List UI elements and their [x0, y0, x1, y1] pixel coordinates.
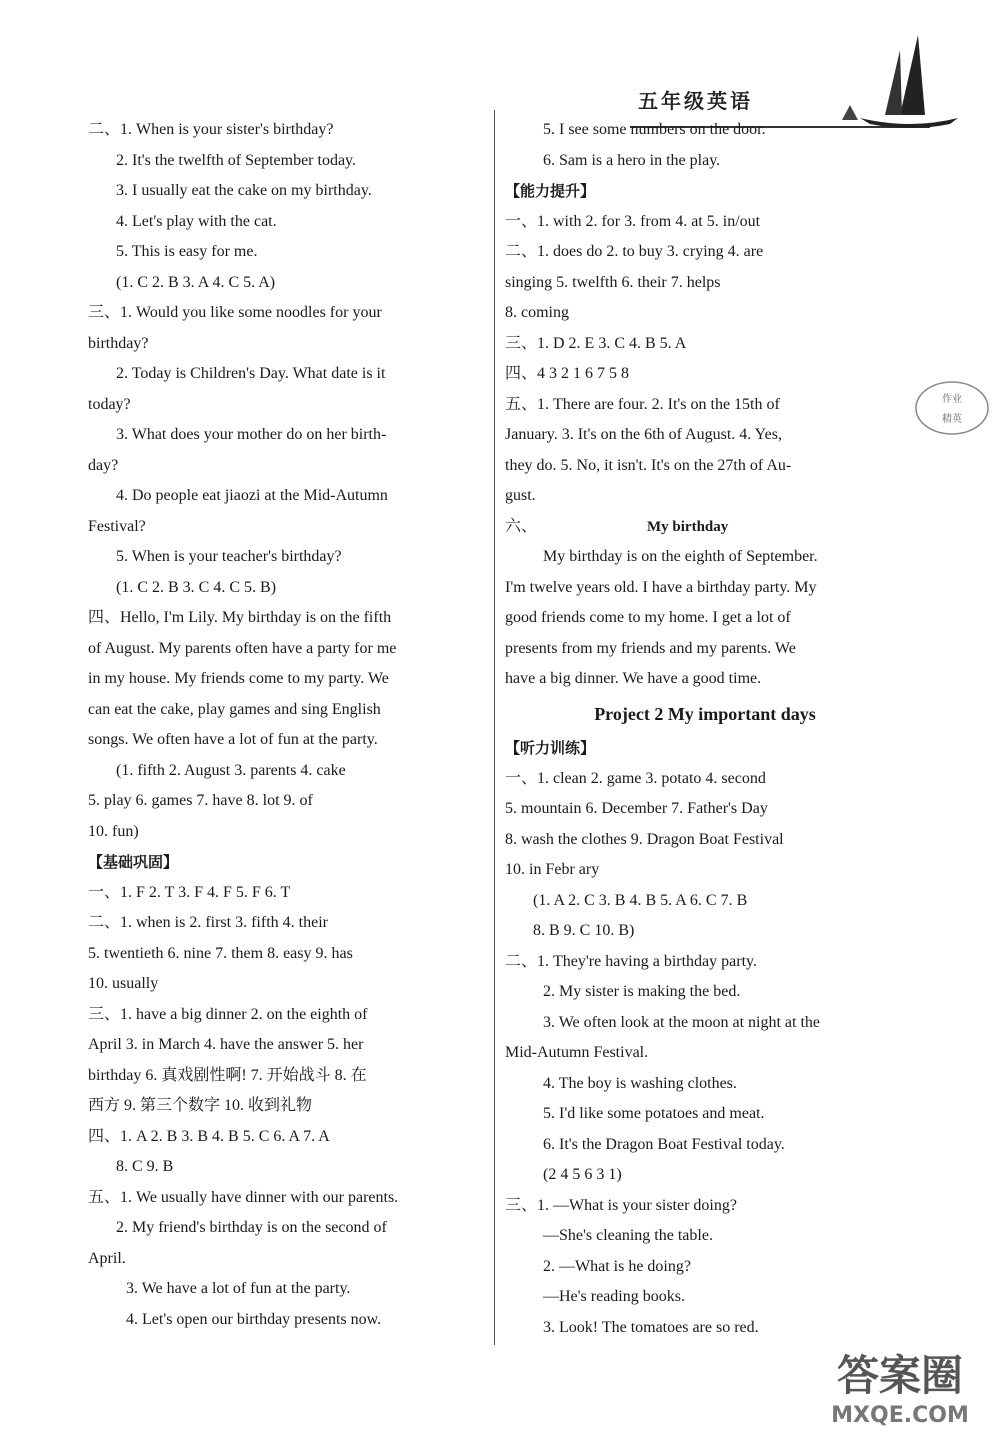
text-line: 3. Look! The tomatoes are so red.: [543, 1318, 759, 1336]
text-line: (1. C 2. B 3. C 4. C 5. B): [116, 578, 277, 596]
text-line: birthday?: [88, 334, 149, 352]
text-line: good friends come to my home. I get a lot of: [505, 609, 791, 626]
text-line: 5. I'd like some potatoes and meat.: [543, 1105, 765, 1122]
text-line: 二、1. They're having a birthday party.: [505, 952, 757, 970]
text-line: Festival?: [88, 517, 146, 535]
text-line: January. 3. It's on the 6th of August. 4. Yes,: [505, 426, 782, 443]
text-line: in my house. My friends come to my party. We: [88, 670, 389, 687]
text-line: 五、1. We usually have dinner with our parents.: [88, 1188, 399, 1206]
text-line: 8. C 9. B: [116, 1158, 174, 1175]
text-line: 四、Hello, I'm Lily. My birthday is on the fifth: [88, 609, 392, 626]
text-line: 5. I see some numbers on the door.: [543, 121, 766, 138]
text-line: 二、1. When is your sister's birthday?: [88, 121, 334, 138]
header-title: 五年级英语: [638, 89, 753, 113]
text-line: birthday 6. 真戏剧性啊! 7. 开始战斗 8. 在: [88, 1066, 367, 1084]
text-line: 二、1. when is 2. first 3. fifth 4. their: [88, 914, 328, 931]
text-line: 一、1. clean 2. game 3. potato 4. second: [505, 769, 766, 787]
essay-title: My birthday: [647, 518, 729, 535]
text-line: (2 4 5 6 3 1): [543, 1166, 622, 1183]
left-column: [88, 115, 484, 1335]
text-line: 3. I usually eat the cake on my birthday.: [116, 182, 372, 199]
text-line: (1. fifth 2. August 3. parents 4. cake: [116, 761, 346, 779]
text-line: 5. play 6. games 7. have 8. lot 9. of: [88, 792, 313, 809]
text-line: 10. fun): [88, 822, 139, 840]
text-line: today?: [88, 395, 131, 413]
text-line: 2. —What is he doing?: [543, 1257, 691, 1275]
text-line: 10. usually: [88, 975, 159, 992]
text-line: 一、1. with 2. for 3. from 4. at 5. in/out: [505, 212, 761, 230]
watermark-logo: [808, 1338, 993, 1438]
text-line: 2. Today is Children's Day. What date is it: [116, 365, 386, 382]
text-line: April.: [88, 1249, 126, 1267]
text-line: 10. in Febr ary: [505, 861, 600, 878]
right-column: [505, 115, 905, 1343]
text-line: (1. C 2. B 3. A 4. C 5. A): [116, 273, 276, 291]
text-line: 三、1. —What is your sister doing?: [505, 1196, 737, 1214]
text-line: presents from my friends and my parents. We: [505, 639, 796, 657]
text-line: 3. What does your mother do on her birth-: [116, 426, 387, 443]
text-line: 三、1. D 2. E 3. C 4. B 5. A: [505, 334, 687, 352]
text-line: they do. 5. No, it isn't. It's on the 27th of Au-: [505, 456, 792, 474]
text-line: 2. My sister is making the bed.: [543, 983, 741, 1000]
text-line: singing 5. twelfth 6. their 7. helps: [505, 273, 721, 291]
svg-text:答案圈: 答案圈: [836, 1351, 964, 1400]
text-line: I'm twelve years old. I have a birthday party. My: [505, 578, 817, 596]
text-line: of August. My parents often have a party for me: [88, 639, 397, 657]
text-line: 5. When is your teacher's birthday?: [116, 548, 342, 565]
text-line: 三、1. Would you like some noodles for your: [88, 304, 382, 321]
text-line: 5. twentieth 6. nine 7. them 8. easy 9. has: [88, 944, 353, 962]
side-stamp: [912, 378, 992, 443]
text-line: April 3. in March 4. have the answer 5. her: [88, 1036, 364, 1053]
text-line: 2. My friend's birthday is on the second of: [116, 1219, 387, 1236]
text-line: 3. We often look at the moon at night at the: [543, 1013, 821, 1031]
svg-text:MXQE.COM: MXQE.COM: [831, 1403, 969, 1428]
text-line: day?: [88, 456, 119, 474]
text-line: 四、1. A 2. B 3. B 4. B 5. C 6. A 7. A: [88, 1127, 330, 1145]
text-line: 6. Sam is a hero in the play.: [543, 151, 721, 169]
text-line: have a big dinner. We have a good time.: [505, 670, 762, 687]
text-line: 8. wash the clothes 9. Dragon Boat Festival: [505, 830, 784, 848]
text-line: Project 2 My important days: [594, 703, 816, 724]
text-line: gust.: [505, 487, 536, 504]
text-line: Mid-Autumn Festival.: [505, 1044, 649, 1061]
text-line: songs. We often have a lot of fun at the party.: [88, 731, 378, 748]
text-line: [505, 512, 905, 543]
text-line: —He's reading books.: [543, 1288, 685, 1305]
text-line: 西方 9. 第三个数字 10. 收到礼物: [88, 1097, 313, 1114]
text-line: 五、1. There are four. 2. It's on the 15th of: [505, 395, 780, 413]
text-line: 二、1. does do 2. to buy 3. crying 4. are: [505, 243, 764, 260]
text-line: can eat the cake, play games and sing English: [88, 700, 381, 718]
text-line: 【能力提升】: [505, 182, 596, 200]
text-line: 一、1. F 2. T 3. F 4. F 5. F 6. T: [88, 883, 291, 901]
text-line: 【听力训练】: [505, 739, 596, 757]
svg-text:作业: 作业: [942, 394, 962, 405]
text-line: —She's cleaning the table.: [543, 1227, 713, 1244]
text-line: 四、4 3 2 1 6 7 5 8: [505, 365, 630, 382]
text-line: 8. coming: [505, 304, 569, 321]
column-divider: [494, 110, 495, 1345]
text-line: 3. We have a lot of fun at the party.: [126, 1280, 351, 1297]
text-line: 8. B 9. C 10. B): [533, 922, 635, 939]
text-line: 4. Let's open our birthday presents now.: [126, 1310, 382, 1328]
text-line: 6. It's the Dragon Boat Festival today.: [543, 1135, 785, 1153]
text-line: 4. Let's play with the cat.: [116, 212, 277, 230]
text-line: 【基础巩固】: [88, 853, 179, 871]
text-line: 2. It's the twelfth of September today.: [116, 151, 357, 169]
text-line: 三、1. have a big dinner 2. on the eighth of: [88, 1005, 368, 1023]
text-line: My birthday is on the eighth of September.: [543, 548, 818, 565]
text-line: 4. Do people eat jiaozi at the Mid-Autumn: [116, 487, 388, 504]
text-line: (1. A 2. C 3. B 4. B 5. A 6. C 7. B: [533, 891, 748, 909]
text-line: 4. The boy is washing clothes.: [543, 1074, 737, 1092]
question-number: 六、: [505, 517, 538, 535]
text-line: 5. mountain 6. December 7. Father's Day: [505, 800, 768, 817]
svg-text:精英: 精英: [942, 414, 962, 425]
text-line: 5. This is easy for me.: [116, 243, 258, 260]
